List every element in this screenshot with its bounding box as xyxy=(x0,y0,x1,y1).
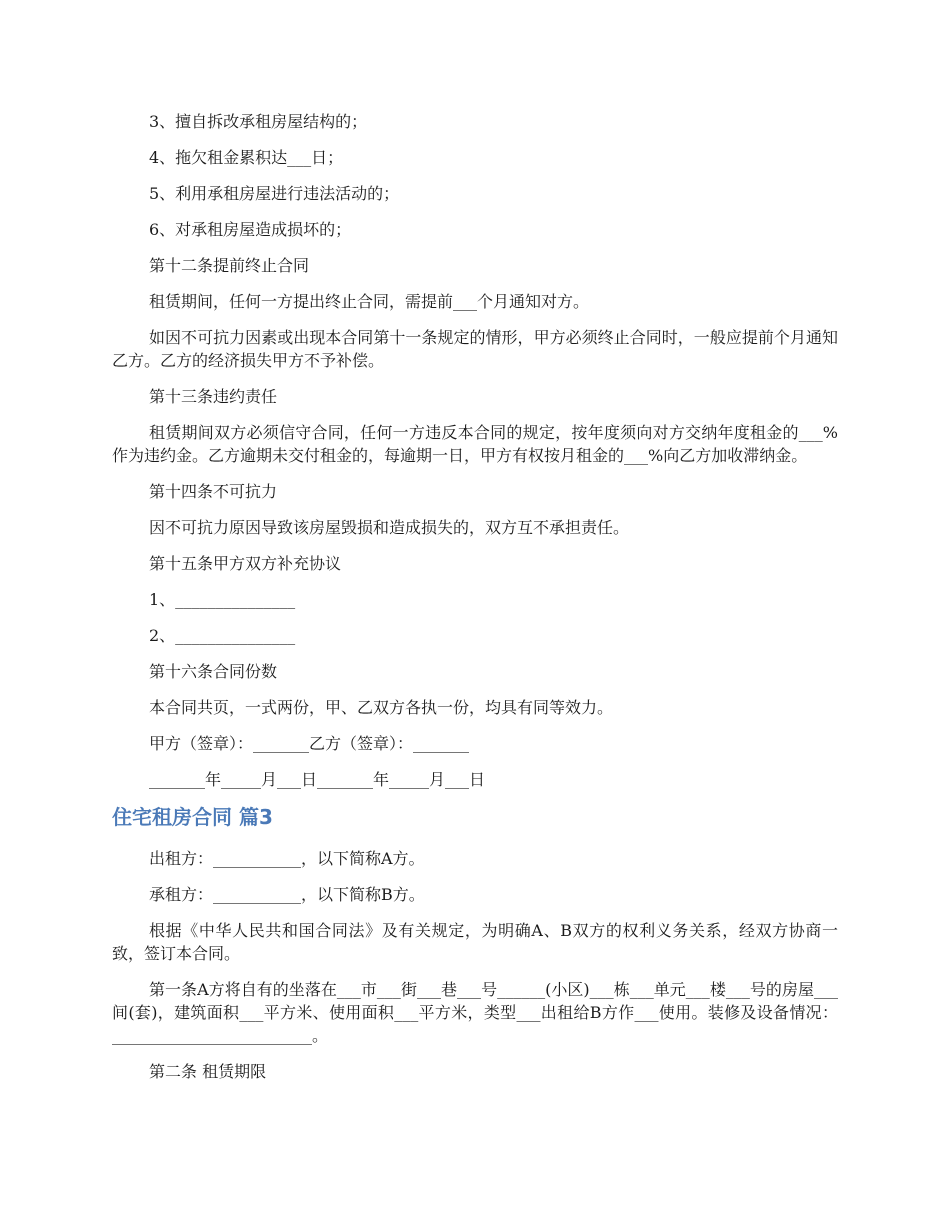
preamble-para: 根据《中华人民共和国合同法》及有关规定，为明确A、B双方的权利义务关系，经双方协商一致，签订本合同。 xyxy=(112,921,838,963)
article-1-para: 第一条A方将自有的坐落在___市___街___巷___号______(小区)___栋___单元___楼___号的房屋___间(套)，建筑面积___平方米、使用面积___平方米，类型___出租给B方作___使用。装修及设备情况：_________________________。 xyxy=(112,980,838,1045)
clause-item-3: 3、擅自拆改承租房屋结构的； xyxy=(149,112,368,131)
article-12-para-2: 如因不可抗力因素或出现本合同第十一条规定的情形，甲方必须终止合同时，一般应提前个月通知乙方。乙方的经济损失甲方不予补偿。 xyxy=(112,328,838,370)
article-13-para: 租赁期间双方必须信守合同，任何一方违反本合同的规定，按年度须向对方交纳年度租金的___%作为违约金。乙方逾期未交付租金的，每逾期一日，甲方有权按月租金的___%向乙方加收滞纳金。 xyxy=(112,423,838,465)
section-heading: 住宅租房合同 篇3 xyxy=(112,805,273,829)
article-14-para: 因不可抗力原因导致该房屋毁损和造成损失的，双方互不承担责任。 xyxy=(149,518,630,537)
supplement-item-2: 2、_______________ xyxy=(149,626,296,645)
article-16-para: 本合同共页，一式两份，甲、乙双方各执一份，均具有同等效力。 xyxy=(149,698,614,717)
article-12-title: 第十二条提前终止合同 xyxy=(149,256,310,275)
lessee-line: 承租方：___________，以下简称B方。 xyxy=(149,885,425,904)
article-2-title: 第二条 租赁期限 xyxy=(149,1062,267,1081)
supplement-item-1: 1、_______________ xyxy=(149,590,296,609)
article-14-title: 第十四条不可抗力 xyxy=(149,482,278,501)
article-13-title: 第十三条违约责任 xyxy=(149,387,278,406)
article-12-para-1: 租赁期间，任何一方提出终止合同，需提前___个月通知对方。 xyxy=(149,292,590,311)
lessor-line: 出租方：___________，以下简称A方。 xyxy=(149,849,425,868)
article-16-title: 第十六条合同份数 xyxy=(149,662,278,681)
signature-line: 甲方（签章）：_______乙方（签章）：_______ xyxy=(149,734,470,753)
article-15-title: 第十五条甲方双方补充协议 xyxy=(149,554,342,573)
clause-item-5: 5、利用承租房屋进行违法活动的； xyxy=(149,184,400,203)
clause-item-4: 4、拖欠租金累积达___日； xyxy=(149,148,344,167)
clause-item-6: 6、对承租房屋造成损坏的； xyxy=(149,220,352,239)
date-line: _______年_____月___日_______年_____月___日 xyxy=(149,770,486,789)
